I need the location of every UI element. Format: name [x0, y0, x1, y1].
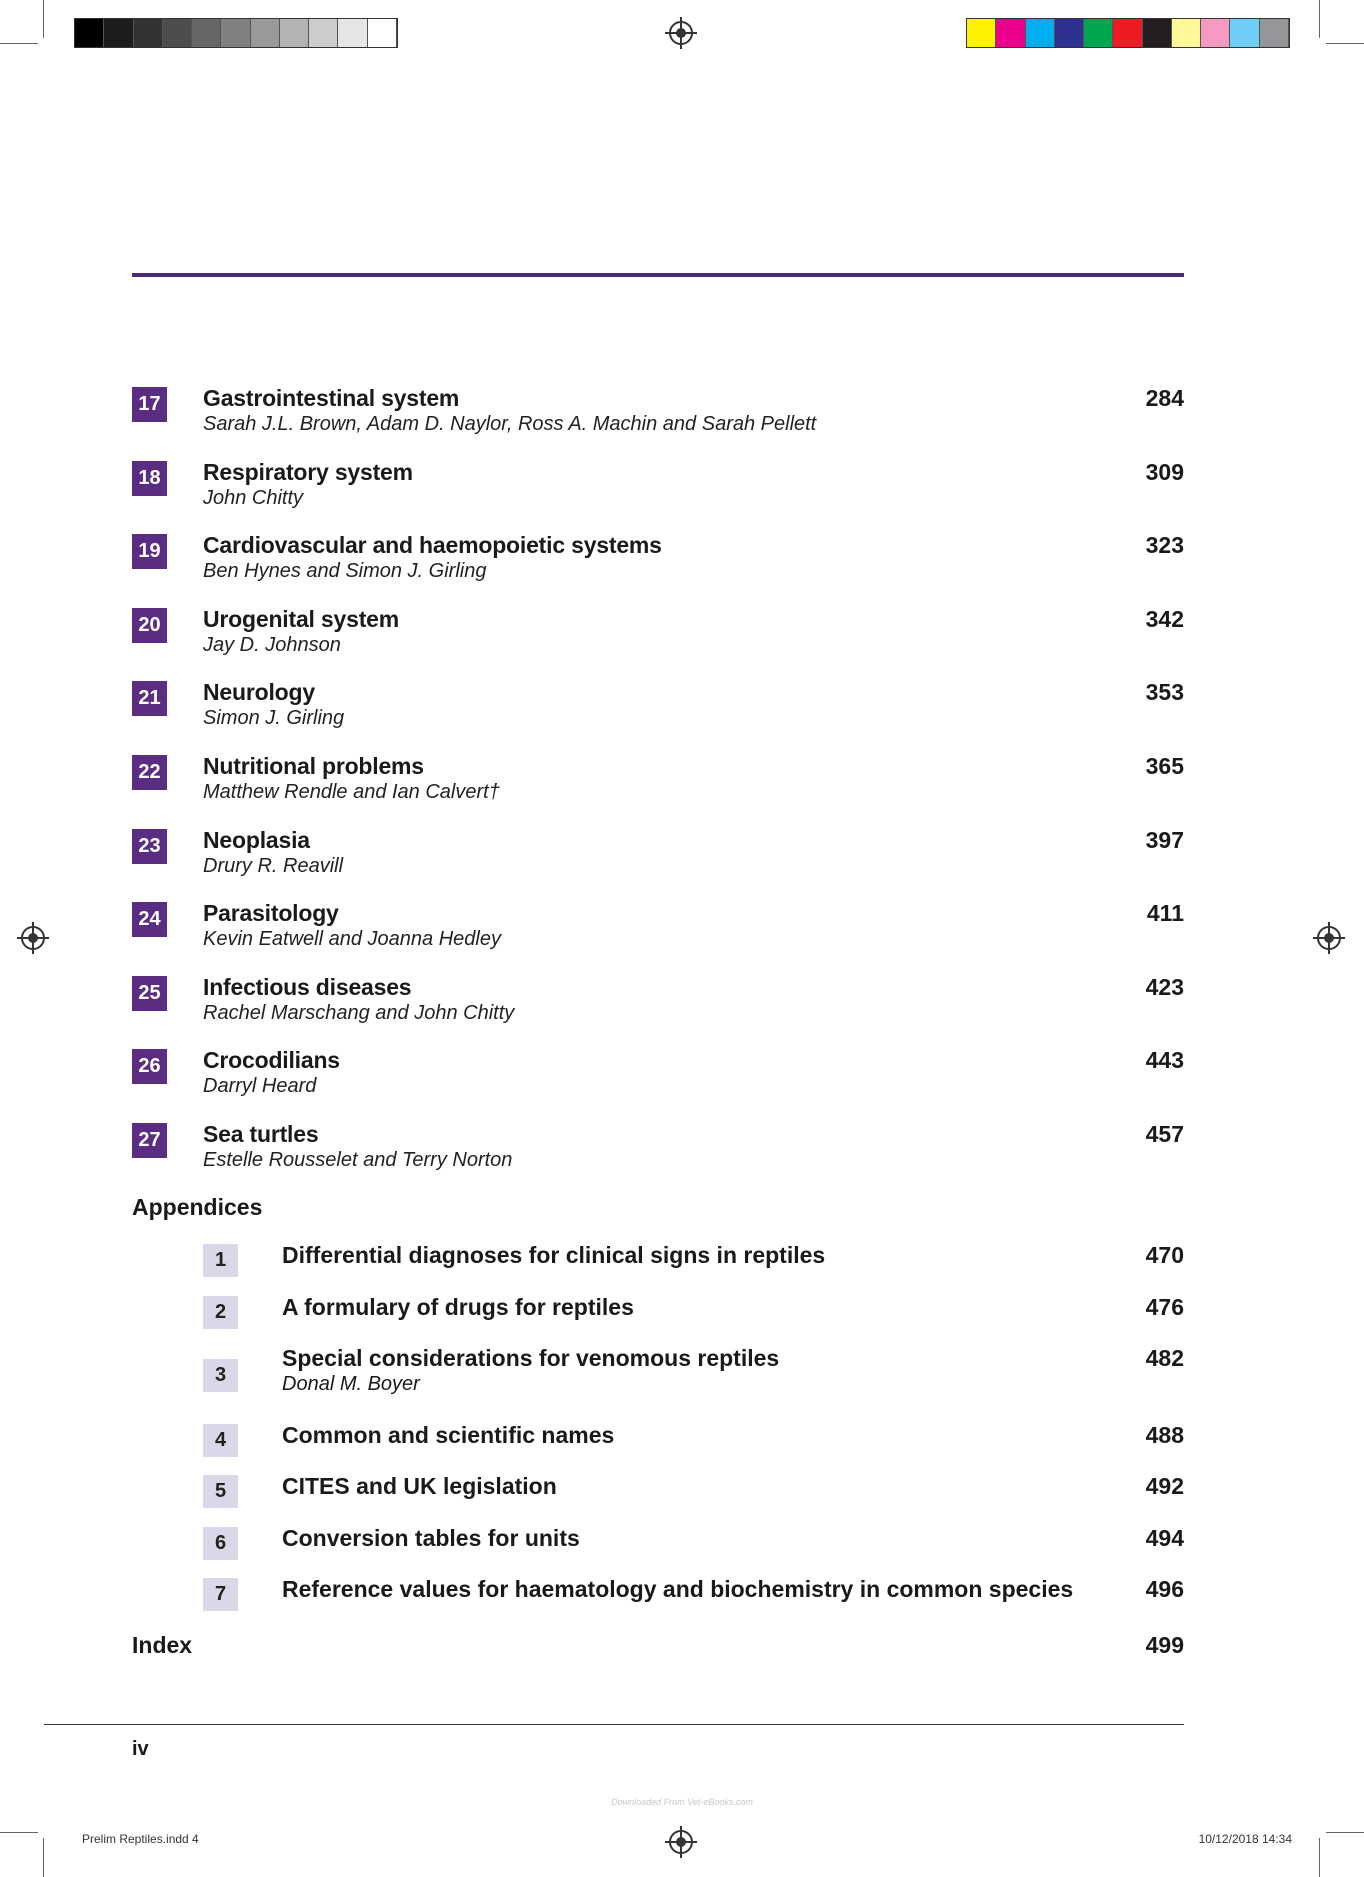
appendix-authors: Donal M. Boyer	[282, 1373, 420, 1395]
chapter-entry[interactable]	[132, 900, 1184, 956]
chapter-number: 21	[132, 681, 167, 716]
chapter-page: 284	[1145, 385, 1184, 411]
color-swatch	[192, 19, 221, 47]
chapter-authors: Kevin Eatwell and Joanna Hedley	[203, 928, 501, 951]
color-swatch	[967, 19, 996, 47]
footer-rule	[44, 1724, 1184, 1725]
appendix-number: 7	[203, 1578, 238, 1611]
appendix-number: 4	[203, 1424, 238, 1457]
appendix-title: CITES and UK legislation	[282, 1473, 557, 1499]
grayscale-color-bar	[74, 18, 398, 48]
chapter-authors: Matthew Rendle and Ian Calvert†	[203, 781, 500, 803]
chapter-authors: Sarah J.L. Brown, Adam D. Naylor, Ross A. Machin and Sarah Pellett	[203, 413, 817, 435]
color-swatch	[1172, 19, 1201, 47]
index-page: 499	[1145, 1632, 1184, 1658]
appendix-number: 5	[203, 1475, 238, 1508]
crop-mark	[43, 1838, 44, 1877]
chapter-page: 365	[1145, 753, 1184, 779]
crop-mark	[0, 1832, 38, 1833]
appendix-page: 494	[1145, 1525, 1184, 1551]
chapter-number: 23	[132, 829, 167, 864]
chapter-title: Neoplasia	[203, 826, 310, 853]
chapter-title: Respiratory system	[203, 458, 413, 485]
chapter-title: Urogenital system	[203, 605, 399, 632]
appendix-number: 1	[203, 1244, 238, 1277]
appendix-entry[interactable]	[132, 1345, 1184, 1401]
chapter-authors: Ben Hynes and Simon J. Girling	[203, 560, 487, 583]
crop-mark	[0, 43, 38, 44]
color-swatch	[996, 19, 1025, 47]
color-swatch	[1055, 19, 1084, 47]
appendix-entry[interactable]	[132, 1576, 1184, 1612]
crop-mark	[1319, 0, 1320, 38]
chapter-page: 342	[1145, 605, 1184, 632]
registration-mark-icon	[669, 21, 693, 45]
color-swatch	[163, 19, 192, 47]
appendix-entry[interactable]	[132, 1525, 1184, 1561]
color-swatch	[75, 19, 104, 47]
color-swatch	[280, 19, 309, 47]
slug-filename: Prelim Reptiles.indd 4	[82, 1832, 199, 1846]
chapter-authors: Drury R. Reavill	[203, 854, 344, 877]
chapter-page: 443	[1145, 1047, 1184, 1074]
chapter-number: 24	[132, 902, 167, 937]
color-swatch	[1026, 19, 1055, 47]
registration-mark-icon	[1317, 926, 1341, 950]
color-swatch	[221, 19, 250, 47]
appendix-page: 476	[1145, 1294, 1184, 1320]
crop-mark	[43, 0, 44, 38]
color-swatch	[104, 19, 133, 47]
index-label: Index	[132, 1632, 193, 1658]
color-swatch	[1084, 19, 1113, 47]
appendix-title: Conversion tables for units	[282, 1525, 580, 1551]
appendix-title: Reference values for haematology and biochemistry in common species	[282, 1576, 1074, 1602]
color-swatch	[1113, 19, 1142, 47]
appendix-title: Special considerations for venomous reptiles	[282, 1345, 780, 1371]
watermark: Downloaded From Vet-eBooks.com	[611, 1797, 753, 1807]
chapter-number: 25	[132, 976, 167, 1011]
chapter-page: 309	[1145, 458, 1184, 485]
chapter-title: Cardiovascular and haemopoietic systems	[203, 532, 662, 559]
chapter-title: Sea turtles	[203, 1121, 319, 1147]
chapter-authors: Estelle Rousselet and Terry Norton	[203, 1149, 513, 1171]
appendix-entry[interactable]	[132, 1294, 1184, 1330]
chapter-page: 323	[1145, 532, 1184, 559]
chapter-title: Neurology	[203, 679, 315, 706]
appendices-heading: Appendices	[132, 1194, 263, 1220]
chapter-entry[interactable]	[132, 753, 1184, 809]
header-rule	[132, 273, 1184, 277]
chapter-entry[interactable]	[132, 459, 1184, 515]
chapter-number: 18	[132, 461, 167, 496]
color-swatch	[251, 19, 280, 47]
process-color-bar	[966, 18, 1290, 48]
chapter-title: Gastrointestinal system	[203, 385, 460, 411]
chapter-entry[interactable]	[132, 827, 1184, 883]
color-swatch	[338, 19, 367, 47]
appendix-page: 488	[1145, 1422, 1184, 1448]
chapter-number: 27	[132, 1123, 167, 1158]
chapter-title: Infectious diseases	[203, 973, 412, 1000]
appendix-page: 470	[1145, 1242, 1184, 1268]
slug-date: 10/12/2018 14:34	[1198, 1832, 1292, 1846]
color-swatch	[134, 19, 163, 47]
crop-mark	[1319, 1838, 1320, 1877]
appendix-page: 496	[1145, 1576, 1184, 1602]
chapter-entry[interactable]	[132, 1121, 1184, 1177]
chapter-entry[interactable]	[132, 1047, 1184, 1103]
chapter-number: 19	[132, 534, 167, 569]
appendix-page: 492	[1145, 1473, 1184, 1499]
index-entry[interactable]	[132, 1632, 1184, 1664]
chapter-authors: Darryl Heard	[203, 1075, 317, 1098]
appendix-page: 482	[1145, 1345, 1184, 1371]
chapter-entry[interactable]	[132, 532, 1184, 588]
crop-mark	[1326, 43, 1364, 44]
chapter-entry[interactable]	[132, 385, 1184, 441]
appendix-title: Differential diagnoses for clinical signs in reptiles	[282, 1242, 826, 1268]
color-swatch	[1260, 19, 1289, 47]
appendix-number: 2	[203, 1296, 238, 1329]
appendix-entry[interactable]	[132, 1422, 1184, 1458]
registration-mark-icon	[669, 1830, 693, 1854]
chapter-number: 17	[132, 387, 167, 422]
color-swatch	[368, 19, 397, 47]
appendix-number: 6	[203, 1527, 238, 1560]
chapter-page: 397	[1145, 826, 1184, 853]
chapter-authors: Rachel Marschang and John Chitty	[203, 1001, 515, 1024]
chapter-title: Crocodilians	[203, 1047, 340, 1074]
chapter-authors: Simon J. Girling	[203, 707, 345, 730]
chapter-number: 20	[132, 608, 167, 643]
color-swatch	[1230, 19, 1259, 47]
chapter-entry[interactable]	[132, 679, 1184, 735]
chapter-page: 423	[1145, 973, 1184, 1000]
chapter-title: Nutritional problems	[203, 753, 424, 779]
chapter-page: 411	[1146, 900, 1184, 927]
crop-mark	[1326, 1832, 1364, 1833]
color-swatch	[309, 19, 338, 47]
chapter-entry[interactable]	[132, 606, 1184, 662]
registration-mark-icon	[21, 926, 45, 950]
appendix-number: 3	[203, 1359, 238, 1392]
chapter-entry[interactable]	[132, 974, 1184, 1030]
chapter-number: 22	[132, 755, 167, 790]
folio-page-number: iv	[132, 1738, 149, 1760]
chapter-authors: Jay D. Johnson	[203, 633, 341, 656]
chapter-number: 26	[132, 1049, 167, 1084]
color-swatch	[1143, 19, 1172, 47]
chapter-authors: John Chitty	[203, 486, 304, 509]
appendix-title: A formulary of drugs for reptiles	[282, 1294, 634, 1320]
appendix-title: Common and scientific names	[282, 1422, 615, 1448]
chapter-title: Parasitology	[203, 900, 339, 927]
color-swatch	[1201, 19, 1230, 47]
chapter-page: 353	[1145, 679, 1184, 706]
appendix-entry[interactable]	[132, 1242, 1184, 1278]
appendix-entry[interactable]	[132, 1473, 1184, 1509]
chapter-page: 457	[1145, 1121, 1184, 1147]
